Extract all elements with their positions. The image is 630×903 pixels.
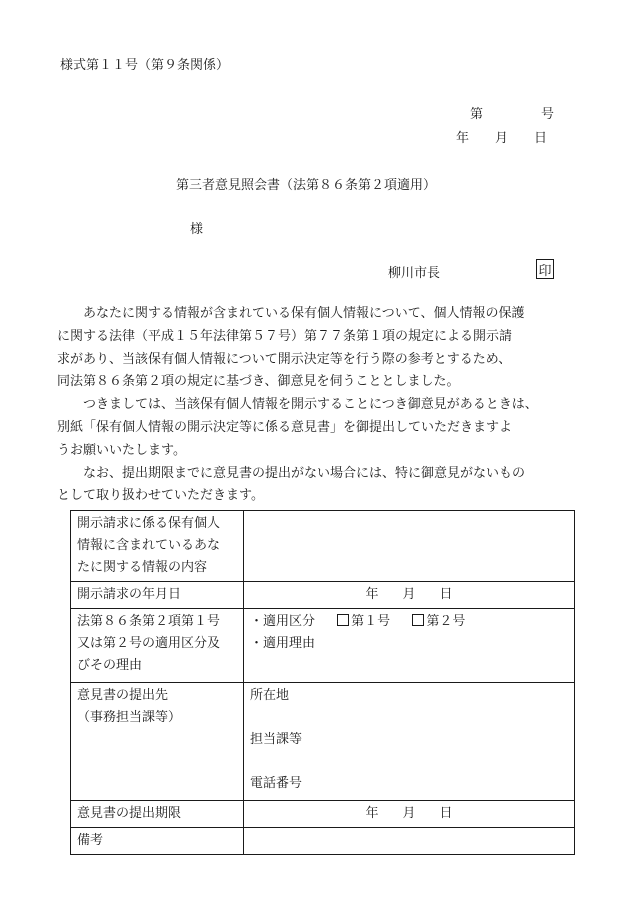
table-row — [71, 609, 575, 683]
year-label: 年 — [365, 806, 379, 821]
month-label: 月 — [402, 587, 416, 602]
date-year: 年 — [456, 131, 470, 146]
day-label: 日 — [439, 806, 453, 821]
body-line: あなたに関する情報が含まれている保有個人情報について、個人情報の保護 — [83, 306, 525, 321]
paragraph-1 — [57, 303, 575, 394]
seal-mark: 印 — [536, 259, 554, 279]
phone-label: 電話番号 — [250, 776, 303, 791]
body-line: に関する法律（平成１５年法律第５７号）第７７条第１項の規定による開示請 — [57, 328, 513, 344]
table-row — [71, 683, 575, 801]
remarks-field[interactable] — [244, 828, 575, 855]
table-row — [71, 801, 575, 828]
date-day: 日 — [534, 131, 548, 146]
label-line: 開示請求に係る保有個人 — [77, 516, 221, 531]
application-category-field — [244, 609, 575, 683]
label-line: （事務担当課等） — [77, 710, 182, 725]
number-prefix: 第 — [470, 107, 484, 122]
submission-deadline-field[interactable] — [244, 801, 575, 828]
category-label: ・適用区分 — [250, 614, 316, 629]
body-line: 別紙「保有個人情報の開示決定等に係る意見書」を御提出していただきますよ — [57, 419, 513, 435]
body-text — [57, 303, 575, 508]
body-line: 求があり、当該保有個人情報について開示決定等を行う際の参考とするため、 — [57, 351, 512, 367]
body-line: つきましては、当該保有個人情報を開示することにつき御意見があるときは、 — [83, 397, 538, 413]
body-line: うお願いいたします。 — [57, 442, 186, 458]
row-label-submission-deadline: 意見書の提出期限 — [71, 801, 244, 828]
row-label-application-category — [71, 609, 244, 683]
label-line: 情報に含まれているあな — [77, 538, 221, 553]
table-row — [71, 582, 575, 609]
paragraph-3 — [57, 463, 575, 509]
body-line: なお、提出期限までに意見書の提出がない場合には、特に御意見がないもの — [83, 465, 526, 481]
checkbox-option-2[interactable] — [412, 614, 424, 626]
info-content-field[interactable] — [244, 511, 575, 582]
label-line: びその理由 — [77, 658, 143, 673]
row-label-submission-destination — [71, 683, 244, 801]
addressee: 様 — [190, 222, 204, 237]
document-number — [470, 103, 554, 122]
checkbox-option-1[interactable] — [337, 614, 349, 626]
label-line: 又は第２号の適用区分及 — [77, 636, 221, 651]
option-1-label: 第１号 — [351, 614, 391, 629]
table-row — [71, 828, 575, 855]
row-label-info-content — [71, 511, 244, 582]
form-number: 様式第１１号（第９条関係） — [60, 58, 230, 73]
paragraph-2 — [57, 394, 575, 462]
row-label-remarks: 備考 — [71, 828, 244, 855]
request-date-field[interactable] — [244, 582, 575, 609]
sender-name: 柳川市長 — [388, 266, 441, 281]
document-title: 第三者意見照会書（法第８６条第２項適用） — [176, 178, 437, 193]
address-label: 所在地 — [250, 688, 290, 703]
body-line: 同法第８６条第２項の規定に基づき、御意見を伺うこととしました。 — [57, 374, 460, 390]
document-date — [456, 127, 547, 146]
label-line: 法第８６条第２項第１号 — [77, 614, 221, 629]
section-label: 担当課等 — [250, 732, 303, 747]
body-line: として取り扱わせていただきます。 — [57, 488, 264, 504]
number-suffix: 号 — [541, 107, 555, 122]
month-label: 月 — [402, 806, 416, 821]
row-label-request-date: 開示請求の年月日 — [71, 582, 244, 609]
day-label: 日 — [439, 587, 453, 602]
date-month: 月 — [495, 131, 509, 146]
year-label: 年 — [365, 587, 379, 602]
label-line: たに関する情報の内容 — [77, 560, 208, 575]
submission-destination-field[interactable] — [244, 683, 575, 801]
info-table — [70, 510, 575, 855]
table-row — [71, 511, 575, 582]
reason-label: ・適用理由 — [250, 636, 316, 651]
option-2-label: 第２号 — [426, 614, 466, 629]
label-line: 意見書の提出先 — [77, 688, 169, 703]
